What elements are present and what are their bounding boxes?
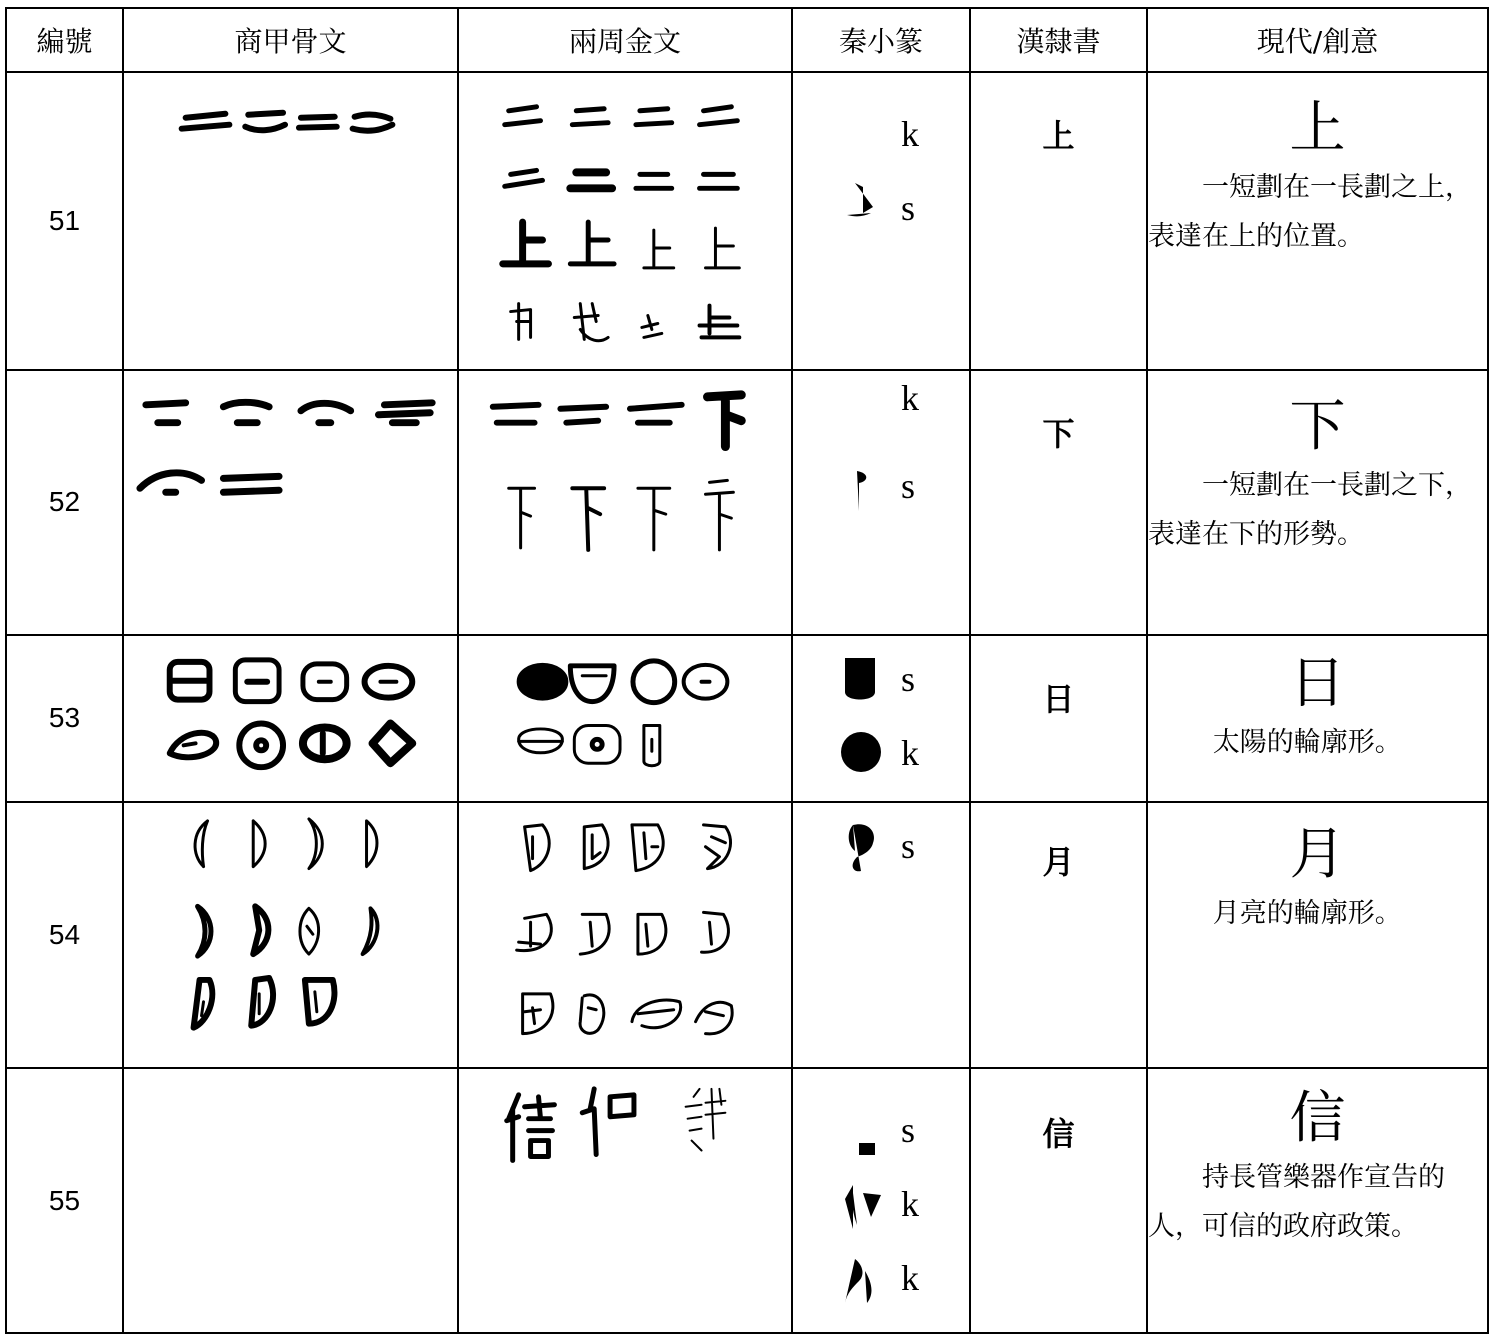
bronze-glyphs	[458, 635, 792, 802]
explanation-text: 一短劃在一長劃之下，表達在下的形勢。	[1148, 470, 1472, 551]
row-number: 54	[6, 802, 123, 1068]
explanation-text: 太陽的輪廓形。	[1212, 726, 1402, 758]
oracle-glyphs-shang	[124, 803, 457, 1067]
bronze-glyphs	[458, 1068, 792, 1333]
clerical-script-cell	[970, 802, 1147, 1068]
table-row	[6, 1068, 1488, 1333]
table-row	[6, 72, 1488, 370]
seal-variant	[793, 97, 969, 171]
modern-cell	[1147, 1068, 1488, 1333]
modern-cell	[1147, 802, 1488, 1068]
clerical-script-cell	[970, 635, 1147, 802]
header-oracle-bone: 商甲骨文	[123, 8, 458, 72]
modern-cell	[1147, 72, 1488, 370]
seal-variant	[793, 809, 969, 883]
explanation-text: 持長管樂器作宣告的人，可信的政府政策。	[1148, 1162, 1445, 1243]
modern-character: 下	[1289, 394, 1346, 460]
clerical-glyph: 上	[1042, 117, 1075, 155]
small-seal-glyphs	[792, 635, 970, 802]
seal-glyph-ri-seal	[833, 648, 893, 710]
modern-cell	[1147, 370, 1488, 634]
seal-source-tag: s	[901, 188, 916, 228]
seal-glyph-xin-ancient-2	[833, 1247, 893, 1309]
character-evolution-table	[5, 7, 1489, 1334]
clerical-script-cell	[970, 1068, 1147, 1333]
oracle-bone-glyphs	[123, 635, 458, 802]
bronze-glyphs-zhou	[459, 73, 791, 369]
seal-source-tag: k	[901, 1258, 919, 1299]
row-number: 53	[6, 635, 123, 802]
seal-variant	[793, 449, 969, 523]
clerical-script-cell	[970, 72, 1147, 370]
oracle-bone-glyphs	[123, 370, 458, 634]
oracle-bone-glyphs	[123, 72, 458, 370]
seal-source-tag: k	[901, 378, 919, 419]
modern-character: 上	[1289, 96, 1346, 161]
small-seal-glyphs	[792, 802, 970, 1068]
oracle-bone-glyphs	[123, 1068, 458, 1333]
clerical-glyph: 信	[1042, 1115, 1075, 1154]
bronze-glyphs	[458, 72, 792, 370]
bronze-glyphs-zhou	[459, 371, 791, 633]
small-seal-glyphs	[792, 370, 970, 634]
bronze-glyphs-zhou	[459, 803, 791, 1067]
seal-variant	[793, 375, 969, 449]
seal-glyph-xia-seal	[833, 455, 893, 517]
clerical-glyph: 日	[1042, 679, 1075, 718]
seal-source-tag: k	[901, 1184, 919, 1225]
header-row	[6, 8, 1488, 72]
seal-source-tag: s	[901, 1110, 916, 1151]
seal-glyph-ri-ancient	[833, 722, 893, 784]
explanation-text: 一短劃在一長劃之上，表達在上的位置。	[1148, 172, 1472, 252]
seal-source-tag: s	[901, 466, 916, 507]
seal-glyph-shang-ancient	[833, 103, 893, 165]
seal-source-tag: s	[901, 658, 916, 699]
row-number: 51	[6, 72, 123, 370]
seal-source-tag: s	[901, 825, 916, 866]
seal-glyph-xin-seal	[833, 1099, 893, 1161]
header-number: 編號	[6, 8, 123, 72]
seal-source-tag: k	[901, 114, 919, 154]
header-clerical: 漢隸書	[970, 8, 1147, 72]
seal-variant	[793, 1167, 969, 1241]
header-bronze: 兩周金文	[458, 8, 792, 72]
modern-cell	[1147, 635, 1488, 802]
seal-variant	[793, 642, 969, 716]
oracle-glyphs-shang	[124, 636, 457, 801]
modern-character: 日	[1289, 650, 1346, 716]
bronze-glyphs-zhou	[459, 636, 791, 801]
bronze-glyphs	[458, 802, 792, 1068]
small-seal-glyphs	[792, 1068, 970, 1333]
bronze-glyphs-zhou	[459, 1069, 791, 1332]
seal-variant	[793, 171, 969, 245]
modern-character: 信	[1289, 1086, 1346, 1152]
seal-glyph-yue-seal	[833, 815, 893, 877]
bronze-glyphs	[458, 370, 792, 634]
explanation-text: 月亮的輪廓形。	[1212, 897, 1402, 929]
oracle-glyphs-shang	[124, 73, 457, 369]
row-number: 55	[6, 1068, 123, 1333]
modern-character: 月	[1289, 821, 1346, 887]
small-seal-glyphs	[792, 72, 970, 370]
oracle-bone-glyphs	[123, 802, 458, 1068]
seal-glyph-shang-seal	[833, 177, 893, 239]
oracle-glyphs-shang	[124, 371, 457, 633]
seal-glyph-xia-ancient	[833, 381, 893, 443]
seal-source-tag: k	[901, 732, 919, 773]
header-small-seal: 秦小篆	[792, 8, 970, 72]
table-row	[6, 635, 1488, 802]
row-number: 52	[6, 370, 123, 634]
table-row	[6, 802, 1488, 1068]
clerical-glyph: 月	[1042, 842, 1075, 881]
seal-glyph-xin-ancient-1	[833, 1173, 893, 1235]
header-modern: 現代/創意	[1147, 8, 1488, 72]
clerical-glyph: 下	[1042, 415, 1075, 454]
seal-variant	[793, 1241, 969, 1315]
seal-variant	[793, 1093, 969, 1167]
clerical-script-cell	[970, 370, 1147, 634]
seal-variant	[793, 716, 969, 790]
table-row	[6, 370, 1488, 634]
